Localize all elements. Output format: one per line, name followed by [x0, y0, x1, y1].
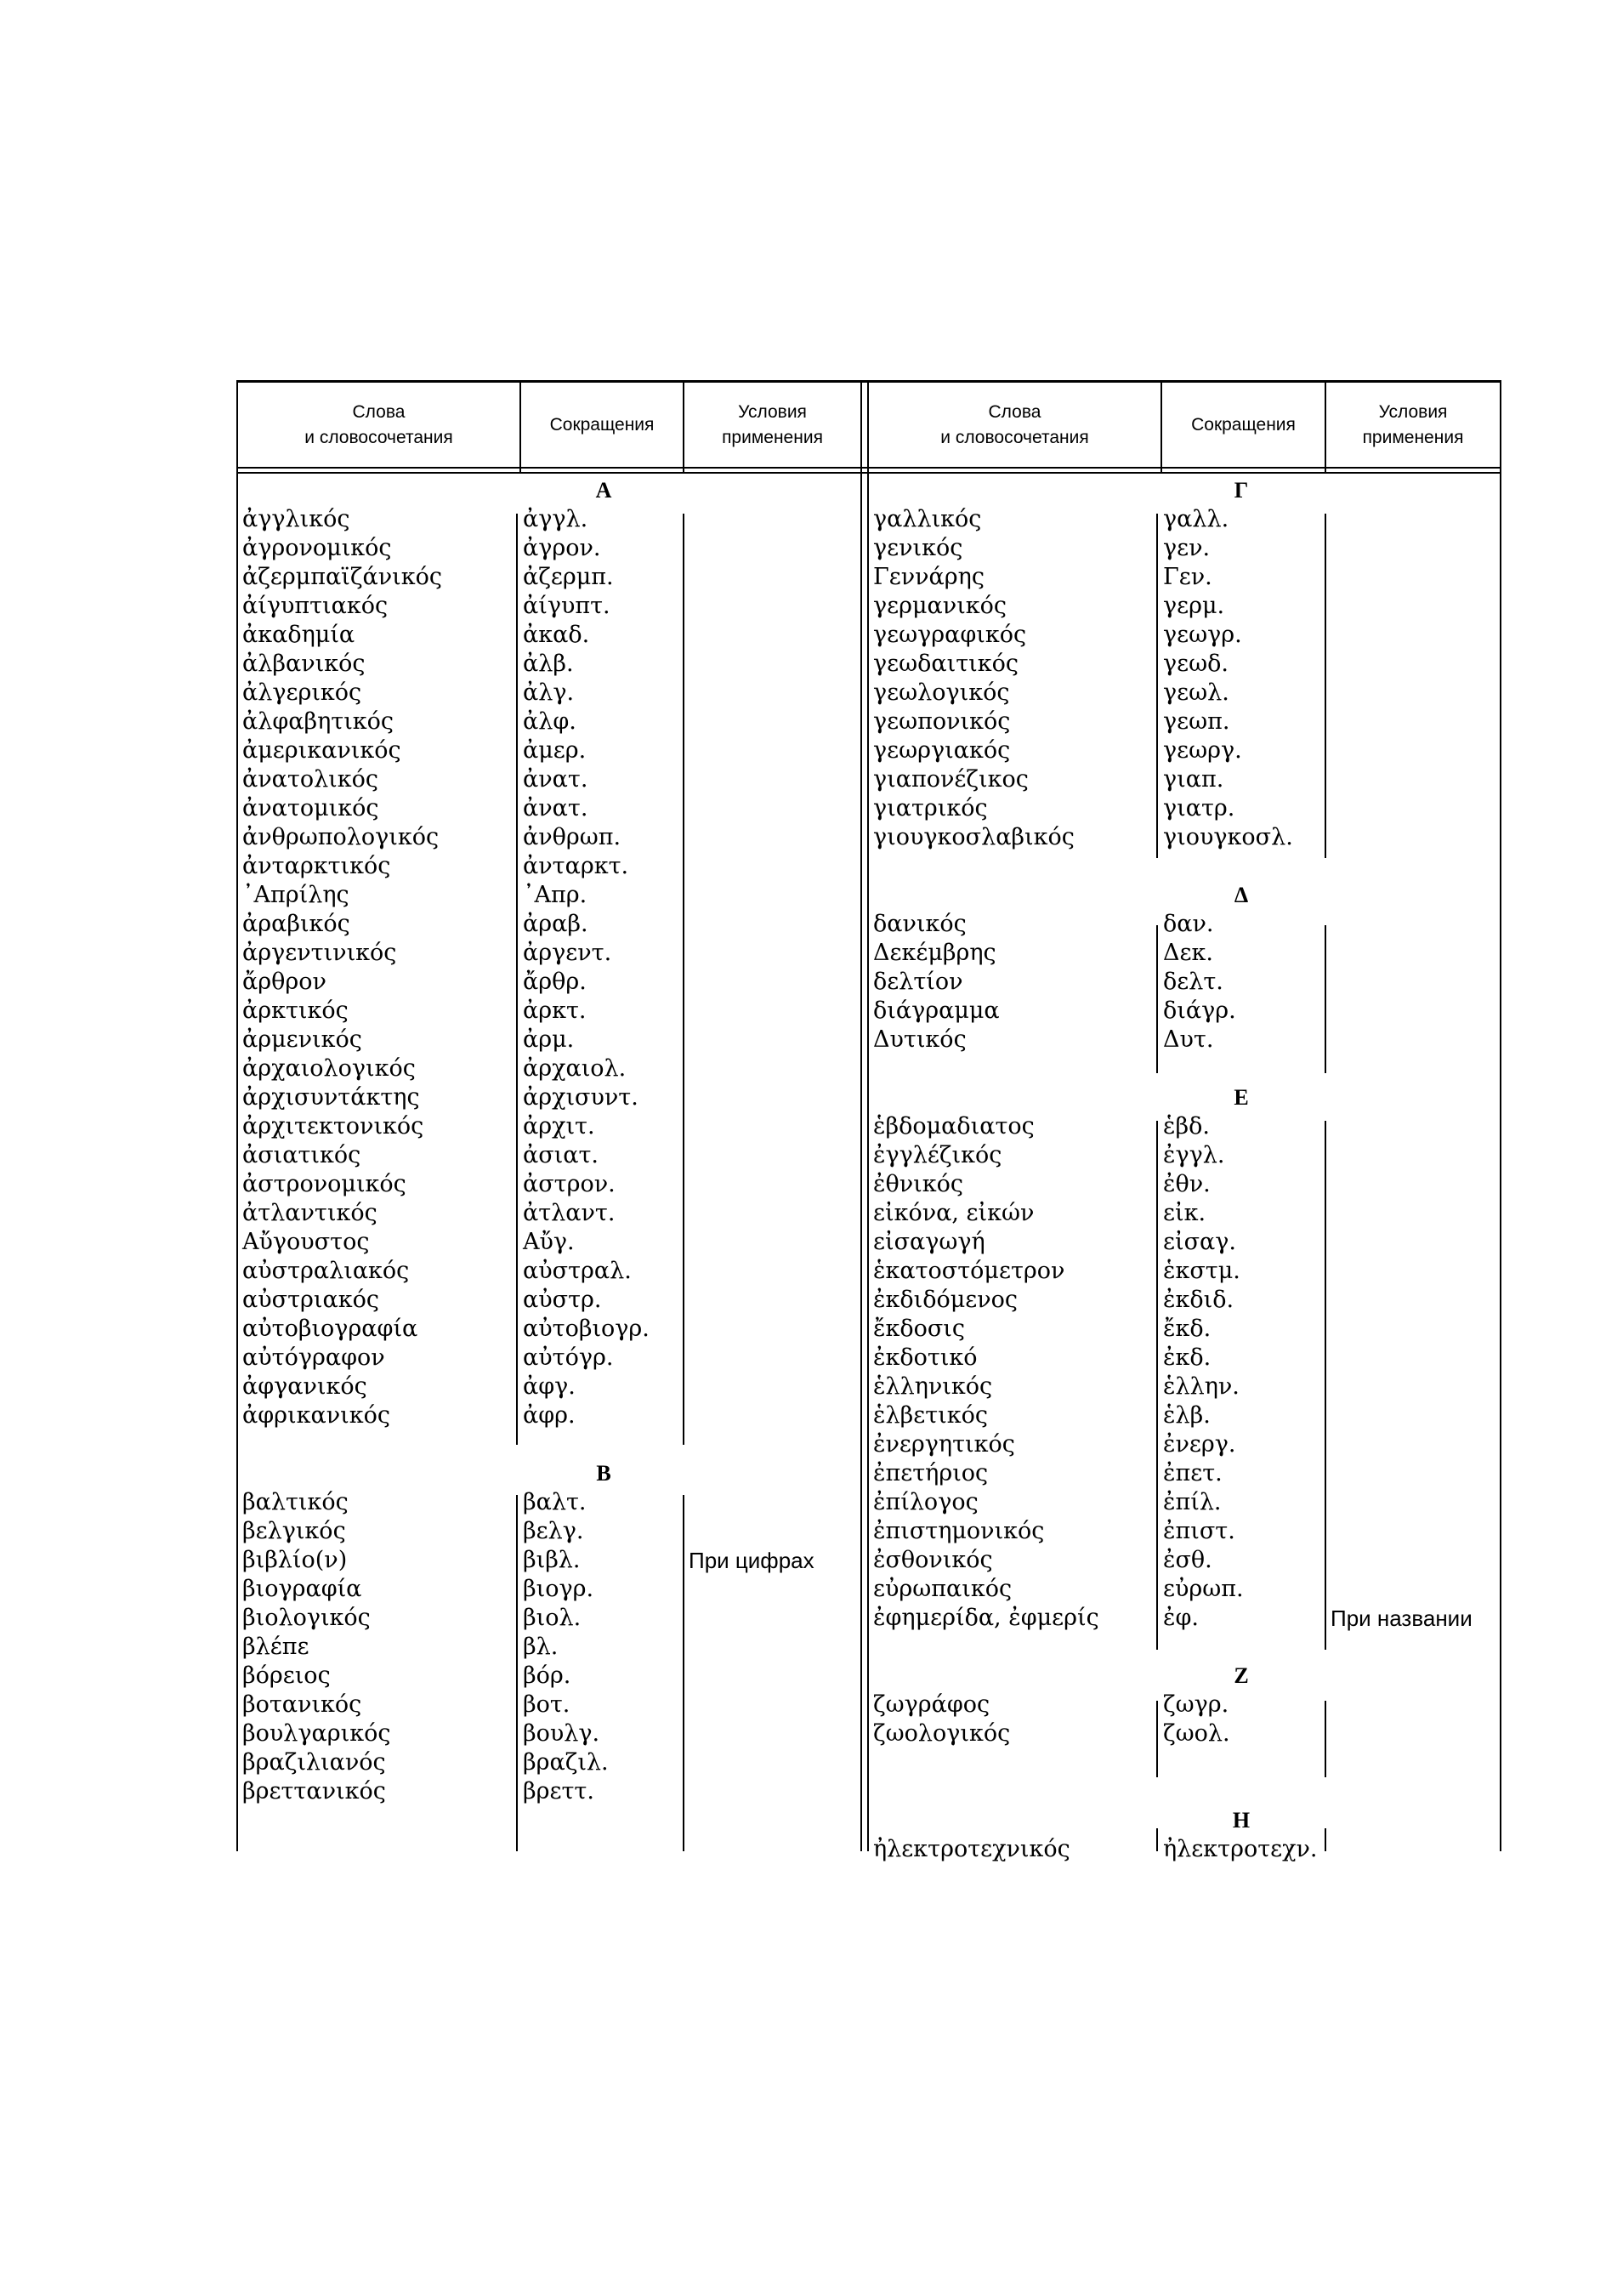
header-text: Слова — [988, 402, 1041, 422]
left-header-usage — [684, 384, 860, 466]
entry-word: εἰκόνα, εἰκών — [873, 1200, 1035, 1226]
entry-word: βουλγαρικός — [242, 1720, 391, 1747]
entry-abbreviation: ἐπίλ. — [1163, 1489, 1222, 1515]
entry-word: ἀλφαβητικός — [242, 708, 394, 735]
entry-abbreviation: ἀνατ. — [523, 766, 588, 793]
entry-abbreviation: γεωργ. — [1163, 737, 1242, 764]
entry-word: ἑβδομαδιατος — [873, 1113, 1035, 1139]
entry-word: αὐτόγραφον — [242, 1344, 385, 1371]
entry-word: Δυτικός — [873, 1026, 967, 1053]
entry-word: ἐνεργητικός — [873, 1431, 1015, 1458]
entry-word: ἀνατολικός — [242, 766, 379, 793]
entry-word: βιβλίο(ν) — [242, 1547, 348, 1573]
entry-abbreviation: ἀλφ. — [523, 708, 576, 735]
header-text: Слова — [352, 402, 406, 422]
entry-abbreviation: Αὔγ. — [523, 1229, 575, 1255]
left-header-abbr — [521, 384, 683, 466]
table-top-border — [236, 380, 1501, 383]
entry-word: ἀγρονομικός — [242, 535, 392, 561]
entry-abbreviation: Δυτ. — [1163, 1026, 1214, 1053]
entry-abbreviation: ἀτλαντ. — [523, 1200, 616, 1226]
entry-word: ἔκδοσις — [873, 1316, 966, 1342]
entry-word: βρεττανικός — [242, 1778, 386, 1804]
entry-word: ἀφρικανικός — [242, 1402, 390, 1429]
entry-abbreviation: ζωγρ. — [1163, 1691, 1229, 1718]
entry-word: γεωδαιτικός — [873, 651, 1019, 677]
entry-abbreviation: ἐγγλ. — [1163, 1142, 1225, 1168]
left-abbr-line-a — [516, 514, 518, 1445]
entry-abbreviation: ἀρχισυντ. — [523, 1084, 638, 1111]
entry-abbreviation: ἀνθρωπ. — [523, 824, 621, 850]
entry-abbreviation: ᾿Απρ. — [523, 882, 587, 908]
entry-word: ἄρθρον — [242, 969, 326, 995]
entry-word: ἀκαδημία — [242, 622, 355, 648]
entry-word: βραζιλιανός — [242, 1749, 386, 1776]
entry-abbreviation: ἀμερ. — [523, 737, 587, 764]
entry-word: ἀρχαιολογικός — [242, 1055, 416, 1082]
entry-abbreviation: αὐτόγρ. — [523, 1344, 614, 1371]
entry-abbreviation: βρεττ. — [523, 1778, 594, 1804]
entry-abbreviation: ζωολ. — [1163, 1720, 1230, 1747]
entry-abbreviation: αὐστρ. — [523, 1287, 602, 1313]
entry-abbreviation: γεωδ. — [1163, 651, 1229, 677]
entry-word: ἐκδιδόμενος — [873, 1287, 1019, 1313]
entry-abbreviation: βουλγ. — [523, 1720, 600, 1747]
entry-abbreviation: ἀλβ. — [523, 651, 574, 677]
entry-usage-note: При цифрах — [689, 1548, 814, 1573]
entry-abbreviation: γεωπ. — [1163, 708, 1230, 735]
entry-word: ἐκδοτικό — [873, 1344, 978, 1371]
right-usage-line-g — [1325, 514, 1326, 858]
entry-word: ἐθνικός — [873, 1171, 963, 1197]
entry-word: διάγραμμα — [873, 997, 1000, 1024]
entry-abbreviation: βοτ. — [523, 1691, 570, 1718]
entry-abbreviation: αὐτοβιογρ. — [523, 1316, 650, 1342]
right-abbr-line-g — [1156, 514, 1158, 858]
entry-word: αὐτοβιογραφία — [242, 1316, 418, 1342]
entry-word: αὐστριακός — [242, 1287, 379, 1313]
entry-word: ᾿Απρίλης — [242, 882, 349, 908]
section-letter: Г — [1234, 478, 1249, 503]
entry-word: βαλτικός — [242, 1489, 349, 1515]
entry-word: ἀσιατικός — [242, 1142, 361, 1168]
entry-word: ἀλβανικός — [242, 651, 366, 677]
entry-word: Αὔγουστος — [242, 1229, 370, 1255]
entry-word: ἀρχισυντάκτης — [242, 1084, 420, 1111]
entry-word: Δεκέμβρης — [873, 940, 996, 966]
right-abbr-line-e — [1156, 1121, 1158, 1650]
entry-abbreviation: αὐστραλ. — [523, 1258, 632, 1284]
entry-abbreviation: βλ. — [523, 1634, 559, 1660]
entry-word: ἀίγυπτιακός — [242, 593, 389, 619]
entry-word: γιουγκοσλαβικός — [873, 824, 1075, 850]
entry-abbreviation: ἀνατ. — [523, 795, 588, 821]
header-divider-second — [236, 472, 1501, 474]
entry-abbreviation: ἐπιστ. — [1163, 1518, 1235, 1544]
entry-word: βόρειος — [242, 1662, 331, 1689]
entry-word: ἀνθρωπολογικός — [242, 824, 440, 850]
entry-abbreviation: ἐκδιδ. — [1163, 1287, 1234, 1313]
entry-word: γεωργιακός — [873, 737, 1011, 764]
right-table-right-border — [1500, 380, 1501, 1851]
entry-abbreviation: ἀραβ. — [523, 911, 588, 937]
entry-abbreviation: ἀργεντ. — [523, 940, 612, 966]
entry-abbreviation: ἐκδ. — [1163, 1344, 1212, 1371]
entry-abbreviation: ἀρμ. — [523, 1026, 575, 1053]
header-divider — [236, 467, 1501, 469]
entry-word: γεωγραφικός — [873, 622, 1027, 648]
entry-abbreviation: ἐφ. — [1163, 1605, 1199, 1631]
entry-abbreviation: ἑβδ. — [1163, 1113, 1210, 1139]
entry-word: ἀνταρκτικός — [242, 853, 391, 879]
entry-abbreviation: ἑλβ. — [1163, 1402, 1211, 1429]
entry-abbreviation: δαν. — [1163, 911, 1214, 937]
entry-abbreviation: διάγρ. — [1163, 997, 1236, 1024]
entry-word: γενικός — [873, 535, 963, 561]
entry-abbreviation: βιογρ. — [523, 1576, 594, 1602]
section-letter: E — [1234, 1085, 1249, 1110]
entry-abbreviation: εἰκ. — [1163, 1200, 1206, 1226]
entry-word: ἀραβικός — [242, 911, 350, 937]
entry-abbreviation: ἀρχιτ. — [523, 1113, 595, 1139]
entry-abbreviation: ἀζερμπ. — [523, 564, 614, 590]
left-usage-line-a — [683, 514, 684, 1445]
entry-word: ζωγράφος — [873, 1691, 990, 1718]
center-divider-2 — [867, 380, 869, 1851]
right-usage-line-d — [1325, 925, 1326, 1073]
entry-abbreviation: γεωλ. — [1163, 679, 1229, 706]
entry-word: ἀργεντινικός — [242, 940, 397, 966]
entry-abbreviation: βιβλ. — [523, 1547, 581, 1573]
entry-abbreviation: βαλτ. — [523, 1489, 587, 1515]
entry-abbreviation: ἀγρον. — [523, 535, 601, 561]
header-text: Условия — [738, 402, 807, 422]
entry-word: ἀμερικανικός — [242, 737, 401, 764]
entry-word: ἑλληνικός — [873, 1373, 993, 1400]
entry-word: ἀλγερικός — [242, 679, 362, 706]
entry-word: εὐρωπαικός — [873, 1576, 1013, 1602]
entry-word: ἑκατοστόμετρον — [873, 1258, 1065, 1284]
entry-abbreviation: γεν. — [1163, 535, 1211, 561]
entry-word: ἐπετήριος — [873, 1460, 989, 1486]
entry-word: ἀστρονομικός — [242, 1171, 406, 1197]
entry-word: ζωολογικός — [873, 1720, 1011, 1747]
entry-abbreviation: Γεν. — [1163, 564, 1212, 590]
entry-word: βιογραφία — [242, 1576, 362, 1602]
entry-word: ἑλβετικός — [873, 1402, 988, 1429]
entry-abbreviation: γερμ. — [1163, 593, 1225, 619]
section-letter: H — [1232, 1808, 1251, 1833]
entry-word: γερμανικός — [873, 593, 1007, 619]
entry-word: ἀρκτικός — [242, 997, 349, 1024]
entry-word: βιολογικός — [242, 1605, 371, 1631]
entry-word: γεωπονικός — [873, 708, 1011, 735]
entry-abbreviation: ἀγγλ. — [523, 506, 588, 532]
right-usage-line-z — [1325, 1701, 1326, 1777]
header-text: Сокращения — [549, 415, 655, 435]
entry-abbreviation: ἀλγ. — [523, 679, 575, 706]
center-divider-1 — [860, 380, 862, 1851]
entry-abbreviation: ἐσθ. — [1163, 1547, 1212, 1573]
entry-abbreviation: ἀρχαιολ. — [523, 1055, 627, 1082]
entry-word: δελτίον — [873, 969, 963, 995]
entry-abbreviation: ἀίγυπτ. — [523, 593, 610, 619]
entry-word: ἀνατομικός — [242, 795, 379, 821]
header-text: и словосочетания — [940, 428, 1089, 447]
entry-word: ἐπίλογος — [873, 1489, 979, 1515]
entry-abbreviation: ἀφρ. — [523, 1402, 576, 1429]
entry-word: γιατρικός — [873, 795, 988, 821]
header-text: Условия — [1378, 402, 1448, 422]
left-table-left-border — [236, 380, 238, 1851]
entry-word: βοτανικός — [242, 1691, 362, 1718]
entry-abbreviation: ἑλλην. — [1163, 1373, 1240, 1400]
entry-abbreviation: ἠλεκτροτεχν. — [1163, 1836, 1318, 1862]
entry-word: ἐπιστημονικός — [873, 1518, 1045, 1544]
entry-abbreviation: ἀκαδ. — [523, 622, 590, 648]
entry-abbreviation: γιατρ. — [1163, 795, 1235, 821]
entry-abbreviation: ἀρκτ. — [523, 997, 587, 1024]
entry-word: Γεννάρης — [873, 564, 985, 590]
entry-abbreviation: γεωγρ. — [1163, 622, 1242, 648]
entry-abbreviation: ἀσιατ. — [523, 1142, 599, 1168]
entry-abbreviation: Δεκ. — [1163, 940, 1213, 966]
entry-word: ἀφγανικός — [242, 1373, 367, 1400]
left-abbr-line-b — [516, 1495, 518, 1851]
header-text: применения — [1362, 428, 1464, 447]
left-usage-line-b — [683, 1495, 684, 1851]
right-header-words — [869, 384, 1161, 466]
right-usage-line-e — [1325, 1121, 1326, 1650]
entry-abbreviation: γιαπ. — [1163, 766, 1224, 793]
entry-abbreviation: ἐνεργ. — [1163, 1431, 1236, 1458]
header-text: применения — [722, 428, 823, 447]
entry-word: γαλλικός — [873, 506, 982, 532]
entry-word: γεωλογικός — [873, 679, 1010, 706]
right-abbr-line-d — [1156, 925, 1158, 1073]
section-letter: B — [596, 1461, 611, 1486]
entry-abbreviation: ἔκδ. — [1163, 1316, 1212, 1342]
entry-abbreviation: ἐπετ. — [1163, 1460, 1223, 1486]
entry-abbreviation: εὐρωπ. — [1163, 1576, 1244, 1602]
entry-abbreviation: βόρ. — [523, 1662, 571, 1689]
entry-abbreviation: ἑκστμ. — [1163, 1258, 1240, 1284]
entry-abbreviation: ἄρθρ. — [523, 969, 587, 995]
right-abbr-line-h — [1156, 1828, 1158, 1851]
entry-word: βλέπε — [242, 1634, 309, 1660]
entry-abbreviation: βελγ. — [523, 1518, 584, 1544]
entry-word: ἀτλαντικός — [242, 1200, 377, 1226]
section-letter: A — [595, 478, 612, 503]
entry-word: ἐσθονικός — [873, 1547, 993, 1573]
entry-abbreviation: γιουγκοσλ. — [1163, 824, 1293, 850]
entry-abbreviation: ἀνταρκτ. — [523, 853, 629, 879]
entry-word: ἠλεκτροτεχνικός — [873, 1836, 1070, 1862]
right-header-usage — [1326, 384, 1500, 466]
header-text: и словосочетания — [304, 428, 453, 447]
entry-word: εἰσαγωγή — [873, 1229, 985, 1255]
entry-abbreviation: βραζιλ. — [523, 1749, 609, 1776]
right-abbr-line-z — [1156, 1701, 1158, 1777]
entry-word: ἐγγλέζικός — [873, 1142, 1002, 1168]
left-header-words — [238, 384, 519, 466]
entry-abbreviation: ἀστρον. — [523, 1171, 616, 1197]
entry-word: ἀζερμπαϊζάνικός — [242, 564, 442, 590]
entry-abbreviation: ἀφγ. — [523, 1373, 576, 1400]
entry-abbreviation: ἐθν. — [1163, 1171, 1211, 1197]
entry-word: ἀρμενικός — [242, 1026, 362, 1053]
right-header-abbr — [1162, 384, 1325, 466]
entry-word: ἀγγλικός — [242, 506, 350, 532]
entry-abbreviation: εἰσαγ. — [1163, 1229, 1236, 1255]
entry-word: ἐφημερίδα, ἐφμερίς — [873, 1605, 1099, 1631]
entry-abbreviation: βιολ. — [523, 1605, 582, 1631]
entry-abbreviation: δελτ. — [1163, 969, 1223, 995]
entry-word: δανικός — [873, 911, 967, 937]
right-usage-line-h — [1325, 1828, 1326, 1851]
entry-usage-note: При названии — [1331, 1605, 1473, 1631]
section-letter: Z — [1234, 1663, 1249, 1688]
header-text: Сокращения — [1191, 415, 1296, 435]
section-letter: Δ — [1234, 883, 1249, 907]
entry-word: γιαπονέζικος — [873, 766, 1029, 793]
entry-word: ἀρχιτεκτονικός — [242, 1113, 424, 1139]
entry-abbreviation: γαλλ. — [1163, 506, 1229, 532]
entry-word: βελγικός — [242, 1518, 346, 1544]
entry-word: αὐστραλιακός — [242, 1258, 410, 1284]
